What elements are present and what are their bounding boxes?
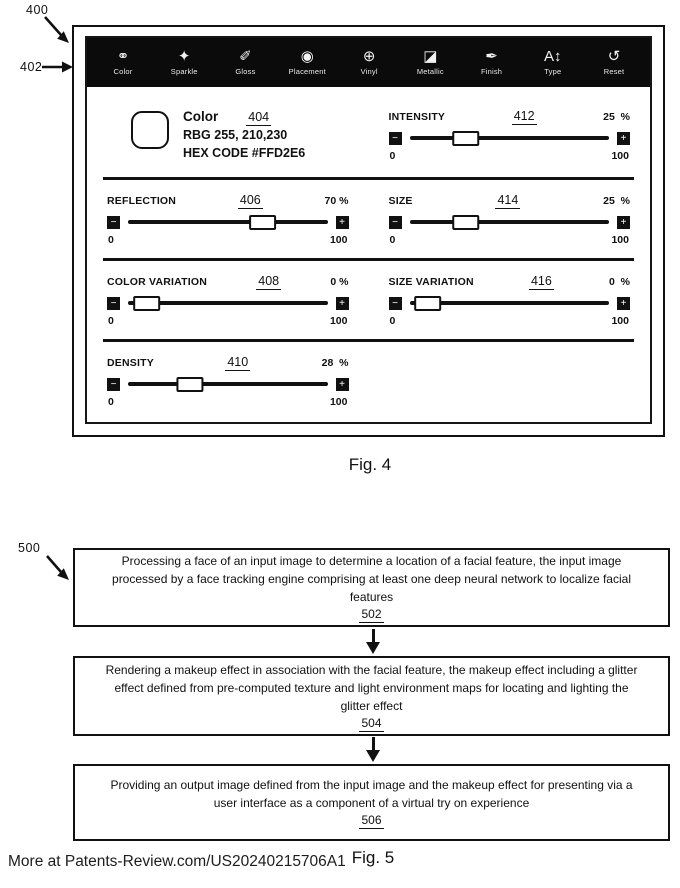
slider-label: REFLECTION — [107, 194, 177, 207]
slider-track[interactable] — [128, 220, 328, 224]
flow-arrow — [372, 737, 375, 751]
slider-percent: 28 % — [321, 356, 349, 369]
rgb-value: RBG 255, 210,230 — [183, 127, 288, 142]
flow-step-text: Providing an output image defined from the input image and the makeup effect for presenting via a user interface as a component of a virtual try on experience — [110, 778, 633, 810]
color-section-title: Color — [183, 108, 219, 124]
toolbar-item-placement[interactable]: ◉ Placement — [288, 48, 326, 76]
ref-callout-402: 402 — [20, 60, 43, 74]
slider-percent: 25 % — [603, 194, 630, 207]
slider-label: SIZE VARIATION — [388, 275, 474, 288]
increment-button[interactable]: + — [336, 297, 349, 310]
slider-thumb[interactable] — [249, 215, 276, 230]
size-slider — [389, 193, 631, 246]
placement-eye-icon: ◉ — [300, 48, 314, 65]
scale-min: 0 — [389, 314, 396, 327]
scale-min: 0 — [108, 314, 114, 327]
slider-thumb[interactable] — [176, 377, 203, 392]
slider-percent: 0 % — [330, 275, 349, 288]
toolbar-item-vinyl[interactable]: ⊕ Vinyl — [360, 48, 378, 76]
slider-percent: 25 % — [603, 110, 630, 123]
scale-max: 100 — [329, 314, 348, 327]
flow-step-502 — [73, 548, 670, 627]
ref-callout-400: 400 — [26, 3, 49, 17]
slider-track[interactable] — [128, 382, 328, 386]
scale-min: 0 — [108, 233, 114, 246]
flow-arrowhead-icon — [366, 750, 380, 762]
metallic-icon: ◪ — [423, 48, 438, 65]
decrement-button[interactable]: − — [389, 132, 402, 145]
scale-max: 100 — [611, 149, 629, 162]
decrement-button[interactable]: − — [107, 378, 120, 391]
decrement-button[interactable]: − — [107, 216, 120, 229]
slider-label: SIZE — [388, 194, 413, 207]
ref-number-506: 506 — [361, 813, 382, 827]
slider-track[interactable] — [410, 136, 610, 140]
watermark-text: More at Patents-Review.com/US20240215706A1 — [8, 853, 346, 870]
color-icon: ⚭ — [116, 48, 130, 65]
panel-content — [87, 87, 650, 422]
callout-arrow-500 — [44, 553, 76, 587]
callout-arrow-400 — [42, 14, 74, 48]
callout-arrow-402 — [42, 60, 74, 74]
increment-button[interactable]: + — [617, 297, 630, 310]
slider-label: COLOR VARIATION — [107, 275, 208, 288]
scale-max: 100 — [329, 233, 348, 246]
gloss-icon: ✐ — [239, 48, 252, 65]
ref-number-502: 502 — [361, 607, 382, 621]
scale-min: 0 — [389, 233, 396, 246]
toolbar-item-gloss[interactable]: ✐ Gloss — [235, 48, 256, 76]
flow-arrow — [372, 629, 375, 643]
ref-callout-500: 500 — [18, 541, 41, 555]
slider-percent: 0 % — [608, 275, 630, 288]
size-variation-slider — [389, 274, 631, 327]
slider-thumb[interactable] — [453, 215, 480, 230]
toolbar-item-metallic[interactable]: ◪ Metallic — [416, 48, 444, 76]
flow-step-text: Rendering a makeup effect in association with the facial feature, the makeup effect including a glitter effect defined from pre-computed texture and light environment maps for locating and lighting the glitter effect — [105, 662, 638, 713]
scale-min: 0 — [108, 395, 114, 408]
increment-button[interactable]: + — [336, 378, 349, 391]
decrement-button[interactable]: − — [389, 297, 402, 310]
decrement-button[interactable]: − — [389, 216, 402, 229]
slider-track[interactable] — [410, 220, 610, 224]
reset-icon: ↺ — [607, 48, 621, 65]
intensity-slider — [389, 109, 631, 162]
flow-step-text: Processing a face of an input image to determine a location of a facial feature, the input image processed by a face tracking engine comprising at least one deep neural network to localize facial features — [112, 554, 631, 604]
scale-max: 100 — [611, 233, 629, 246]
toolbar-item-sparkle[interactable]: ✦ Sparkle — [170, 48, 198, 76]
fig4-ui-frame — [72, 25, 665, 437]
finish-brush-icon: ✒ — [485, 48, 498, 65]
sparkle-icon: ✦ — [177, 48, 191, 65]
ref-number-416: 416 — [530, 273, 552, 288]
slider-thumb[interactable] — [453, 131, 480, 146]
flow-arrowhead-icon — [366, 642, 380, 654]
color-section — [107, 109, 349, 162]
fig5-caption: Fig. 5 — [351, 848, 395, 867]
ref-number-412: 412 — [513, 108, 535, 123]
toolbar-item-color[interactable]: ⚭ Color — [113, 48, 133, 76]
type-icon: A↕ — [544, 48, 562, 65]
color-swatch[interactable] — [131, 111, 169, 149]
slider-label: INTENSITY — [388, 110, 446, 123]
scale-min: 0 — [389, 149, 396, 162]
increment-button[interactable]: + — [336, 216, 349, 229]
ref-number-410: 410 — [227, 354, 249, 369]
color-variation-slider — [107, 274, 349, 327]
ref-number-408: 408 — [258, 273, 280, 288]
ref-number-406: 406 — [239, 192, 261, 207]
scale-max: 100 — [329, 395, 348, 408]
density-slider — [107, 355, 349, 408]
increment-button[interactable]: + — [617, 132, 630, 145]
ref-number-414: 414 — [497, 192, 519, 207]
ref-number-504: 504 — [361, 715, 382, 730]
slider-label: DENSITY — [107, 356, 154, 369]
slider-percent: 70 % — [324, 194, 349, 207]
slider-track[interactable] — [128, 301, 328, 305]
toolbar-item-finish[interactable]: ✒ Finish — [480, 48, 503, 76]
flow-step-506 — [73, 764, 670, 841]
toolbar-item-type[interactable]: A↕ Type — [544, 48, 562, 76]
decrement-button[interactable]: − — [107, 297, 120, 310]
ref-number-404: 404 — [248, 109, 270, 124]
fig4-caption: Fig. 4 — [348, 455, 392, 474]
increment-button[interactable]: + — [617, 216, 630, 229]
makeup-effect-panel — [85, 36, 652, 424]
vinyl-icon: ⊕ — [362, 48, 376, 65]
slider-thumb[interactable] — [415, 296, 442, 311]
flow-step-504 — [73, 656, 670, 736]
hex-value: HEX CODE #FFD2E6 — [183, 145, 306, 160]
scale-max: 100 — [611, 314, 629, 327]
toolbar-item-reset[interactable]: ↺ Reset — [603, 48, 625, 76]
effects-toolbar — [87, 38, 650, 87]
reflection-slider — [107, 193, 349, 246]
slider-thumb[interactable] — [133, 296, 160, 311]
slider-track[interactable] — [410, 301, 610, 305]
